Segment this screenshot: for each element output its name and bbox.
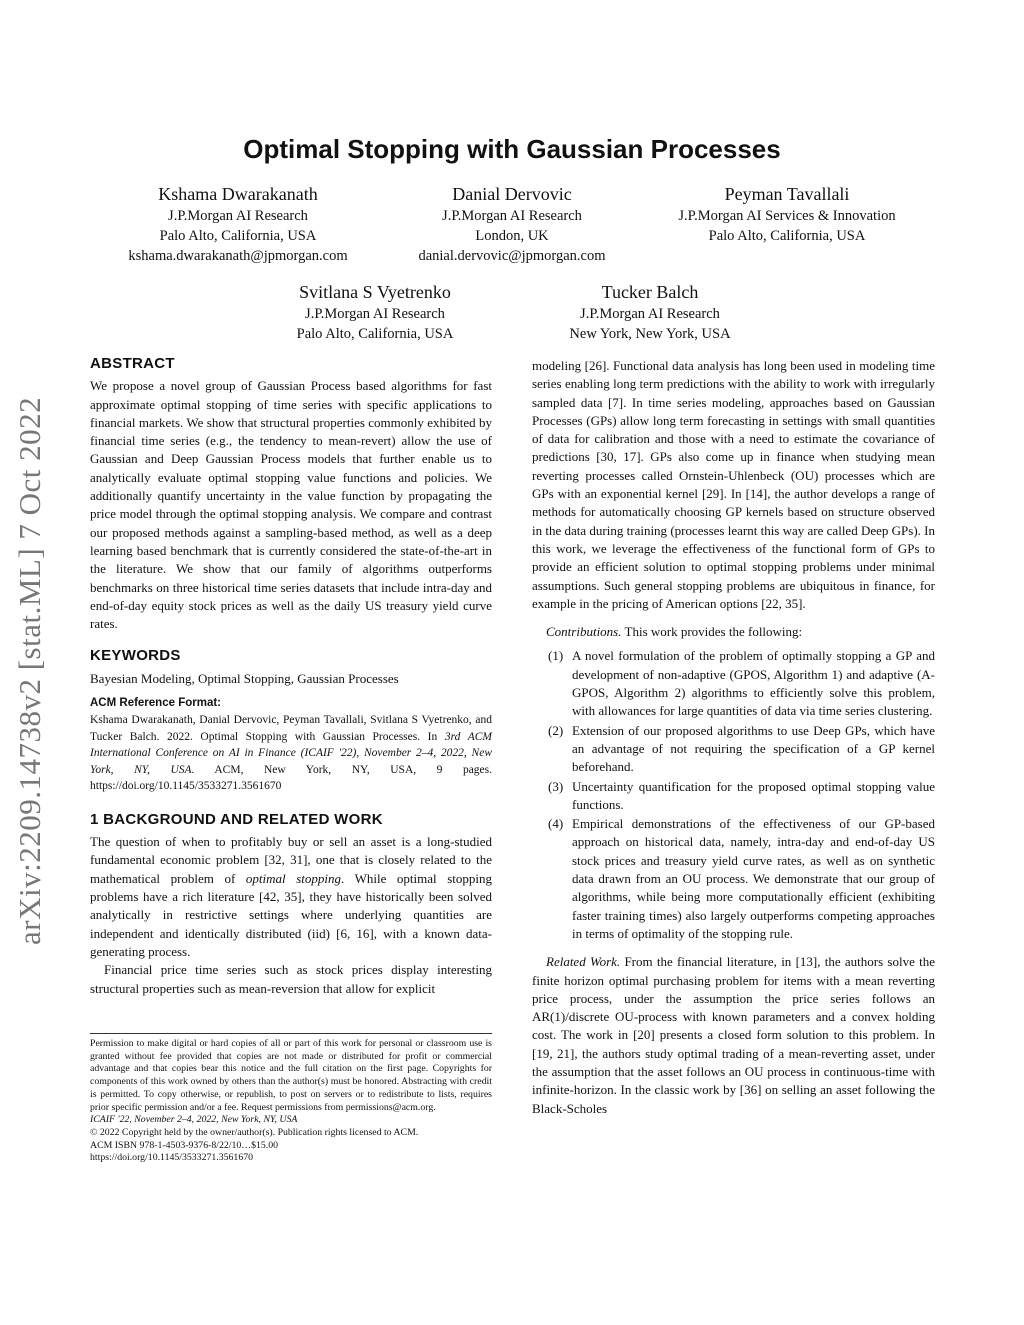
list-item: [532, 815, 935, 943]
related-work-paragraph: [532, 953, 935, 1118]
section-heading: 1 BACKGROUND AND RELATED WORK: [90, 810, 383, 828]
author-block: [250, 280, 500, 344]
author-name: Svitlana S Vyetrenko: [299, 282, 451, 302]
permission-text: Permission to make digital or hard copies of all or part of this work for personal or classroom use is granted without fee provided that copies are not made or distributed for profit or commercial advantage and that copies bear this notice and the full citation on the first page. Copyrights for components of this work owned by others than the author(s) must be honored. Abstracting with credit is permitted. To copy otherwise, or republish, to post on servers or to redistribute to lists, requires prior specific permission and/or a fee. Request permissions from permissions@acm.org.: [90, 1038, 492, 1113]
left-column: [90, 355, 492, 998]
isbn-text: ACM ISBN 978-1-4503-9376-8/22/10…$15.00: [90, 1139, 279, 1151]
contributions-list: [532, 647, 935, 943]
author-affiliation: J.P.Morgan AI Research: [580, 306, 720, 322]
paragraph-text: This work provides the following:: [621, 624, 803, 640]
abstract-heading: ABSTRACT: [90, 355, 175, 372]
author-location: New York, New York, USA: [569, 326, 731, 342]
author-email: kshama.dwarakanath@jpmorgan.com: [128, 248, 348, 264]
author-name: Peyman Tavallali: [724, 184, 850, 204]
contributions-label: Contributions.: [546, 624, 622, 640]
acm-ref-authors: Kshama Dwarakanath, Danial Dervovic, Peyman Tavallali, Svitlana S Vyetrenko, and Tucker Balch. 2022. Optimal Stopping with Gaussian Processes. In: [90, 714, 492, 743]
author-location: Palo Alto, California, USA: [708, 228, 866, 244]
author-affiliation: J.P.Morgan AI Research: [168, 208, 308, 224]
arxiv-identifier: arXiv:2209.14738v2 [stat.ML] 7 Oct 2022: [12, 396, 47, 945]
copyright-footnote: [90, 1033, 492, 1165]
author-block: [640, 182, 934, 246]
paragraph-text: From the financial literature, in [13], the authors solve the finite horizon optimal purchasing problem for items with a mean reverting price process, under the assumption the price series follows an AR(1)/discrete OU-process with known parameters and a convex holding cost. The work in [20] presents a closed form solution to this problem. In [19, 21], the authors study optimal trading of a mean-reverting asset, under the assumption that the asset follows an OU process in continuous-time with infinite-horizon. In the classic work by [36] on selling an asset following the Black-Scholes: [532, 954, 936, 1116]
contributions-intro: [532, 623, 935, 641]
abstract-text: We propose a novel group of Gaussian Process based algorithms for fast approximate optimal stopping of time series with specific applications to financial markets. We show that structural properties commonly exhibited by financial time series (e.g., the tendency to mean-revert) allow the use of Gaussian and Deep Gaussian Process models that further enable us to analytically evaluate optimal stopping value functions and policies. We additionally quantify uncertainty in the value function by propagating the price model through the optimal stopping analysis. We compare and contrast our proposed methods against a sampling-based method, as well as a deep learning based benchmark that is currently considered the state-of-the-art in the literature. We show that our family of algorithms outperforms benchmarks on three historical time series datasets that include intra-day and end-of-day equity stock prices as well as the daily US treasury yield curve rates.: [90, 378, 492, 632]
doi-link[interactable]: https://doi.org/10.1145/3533271.3561670: [90, 1152, 254, 1164]
acm-ref-tail: ACM, New York, NY, USA, 9 pages. https://doi.org/10.1145/3533271.3561670: [90, 763, 493, 793]
keywords-text: Bayesian Modeling, Optimal Stopping, Gaussian Processes: [90, 670, 399, 686]
related-work-label: Related Work.: [546, 954, 621, 970]
author-block: [525, 280, 775, 344]
paragraph-emphasis: optimal stopping: [245, 870, 341, 886]
paper-title: Optimal Stopping with Gaussian Processes: [243, 134, 781, 164]
acm-ref-venue: 3rd ACM International Conference on AI in Finance (ICAIF '22), November 2–4, 2022, New York, NY, USA.: [90, 730, 492, 776]
author-location: Palo Alto, California, USA: [159, 228, 317, 244]
author-affiliation: J.P.Morgan AI Services & Innovation: [678, 208, 896, 224]
list-number: (4): [548, 816, 564, 832]
author-location: Palo Alto, California, USA: [296, 326, 454, 342]
conference-info: ICAIF '22, November 2–4, 2022, New York, NY, USA: [90, 1114, 298, 1126]
author-block: [380, 182, 644, 266]
author-affiliation: J.P.Morgan AI Research: [305, 306, 445, 322]
list-number: (3): [548, 778, 564, 794]
list-text: Empirical demonstrations of the effectiveness of our GP-based approach on historical data, namely, intra-day and end-of-day US stock prices and treasury yield curve rates, as well as on synthetic data drawn from an OU process. We demonstrate that our group of algorithms, while being more computationally efficient (exhibiting faster training times) also largely outperforms competing approaches in terms of optimality of the stopping rule.: [572, 816, 935, 941]
author-name: Tucker Balch: [601, 282, 699, 302]
list-number: (2): [548, 722, 564, 738]
list-text: Uncertainty quantification for the proposed optimal stopping value functions.: [572, 778, 935, 812]
author-email: danial.dervovic@jpmorgan.com: [418, 248, 606, 264]
acm-ref-text: [90, 712, 492, 795]
copyright-text: © 2022 Copyright held by the owner/author(s). Publication rights licensed to ACM.: [90, 1126, 419, 1138]
section-paragraph: [90, 833, 492, 961]
author-name: Danial Dervovic: [452, 184, 572, 204]
list-text: A novel formulation of the problem of optimally stopping a GP and development of non-adaptive (GPOS, Algorithm 1) and adaptive (A-GPOS, Algorithm 2) algorithms to efficiently solve this problem, with allowances for large quantities of data via time series clustering.: [572, 648, 935, 719]
paragraph-text: . While optimal stopping problems have a rich literature [42, 35], they have historically been solved analytically in restrictive settings where underlying quantities are independent and identically distributed (iid) [6, 16], with a known data-generating process.: [90, 870, 492, 959]
list-text: Extension of our proposed algorithms to use Deep GPs, which have an advantage of not requiring the specification of a GP kernel beforehand.: [572, 722, 935, 775]
list-item: [532, 778, 935, 815]
right-column: [532, 357, 935, 1118]
section-paragraph: Financial price time series such as stock prices display interesting structural properties such as mean-reversion that allow for explicit: [90, 962, 492, 996]
acm-ref-heading: ACM Reference Format:: [90, 697, 221, 710]
list-number: (1): [548, 648, 564, 664]
keywords-heading: KEYWORDS: [90, 647, 181, 665]
author-location: London, UK: [475, 228, 549, 244]
paragraph: modeling [26]. Functional data analysis has long been used in modeling time series enabling long term predictions with the ability to work with irregularly sampled data [7]. In time series modeling, approaches based on Gaussian Processes (GPs) allow long term forecasting in settings with small quantities of data for calibration and those with a need to estimate the covariance of predictions [30, 17]. GPs also come up in finance when studying mean reverting processes called Ornstein-Uhlenbeck (OU) processes which are GPs with an exponential kernel [29]. In [14], the author develops a range of methods for automatically choosing GP kernels based on structure observed in the data during training (processes learnt this way are called Deep GPs). In this work, we leverage the effectiveness of the functional form of GPs to provide an efficient solution to optimal stopping problems under minimal assumptions. Such general stopping problems are ubiquitous in finance, for example in the pricing of American options [22, 35].: [532, 358, 935, 611]
list-item: [532, 647, 935, 720]
list-item: [532, 722, 935, 777]
author-affiliation: J.P.Morgan AI Research: [442, 208, 582, 224]
author-block: [90, 182, 386, 266]
paragraph-text: The question of when to profitably buy or sell an asset is a long-studied fundamental economic problem [32, 31], one that is closely related to the mathematical problem of: [90, 834, 492, 886]
author-name: Kshama Dwarakanath: [158, 184, 318, 204]
